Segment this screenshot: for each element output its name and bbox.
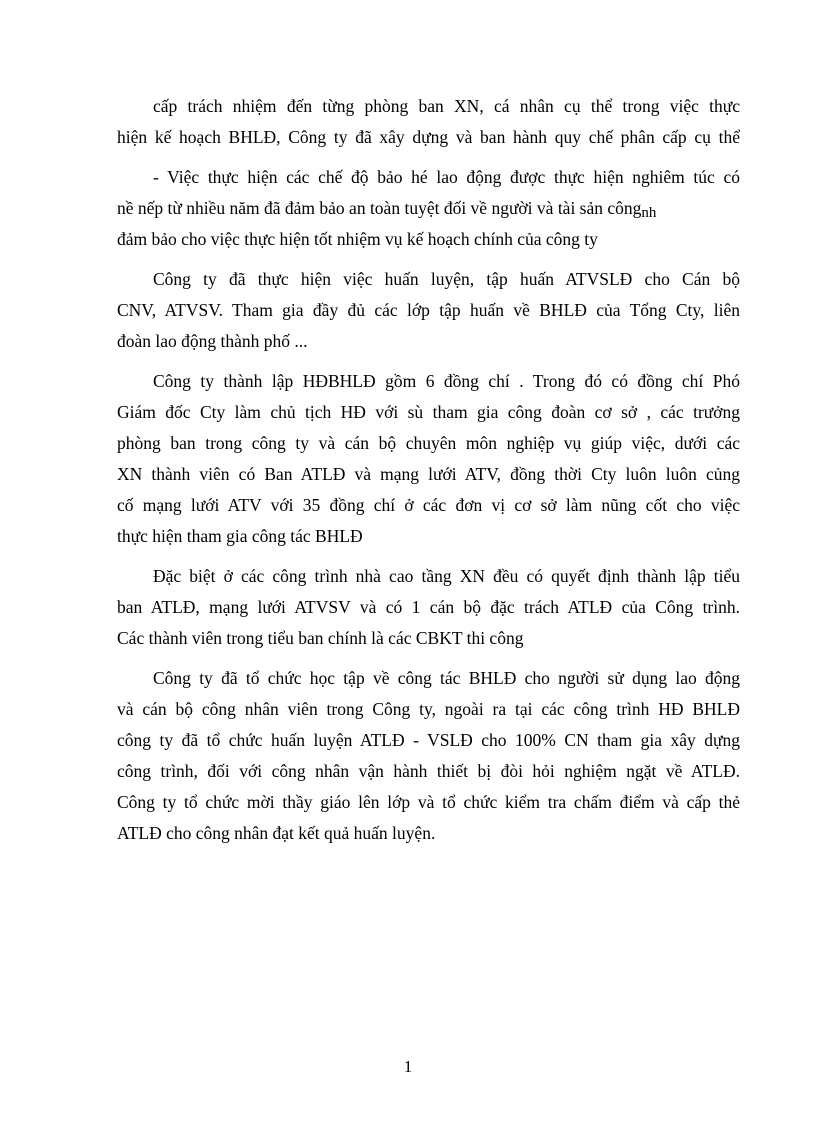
text-line: Đặc biệt ở các công trình nhà cao tầng XN đều có quyết định thành lập tiểu (153, 566, 740, 586)
text-line: đảm bảo cho việc thực hiện tốt nhiệm vụ kế hoạch chính của công ty (117, 229, 598, 249)
text-line: cấp trách nhiệm đến từng phòng ban XN, cá nhân cụ thể trong việc thực (153, 96, 740, 116)
text-line: nề nếp từ nhiều năm đã đảm bảo an toàn tuyệt đối về người và tài sản công (117, 198, 642, 218)
text-line: Công ty tổ chức mời thầy giáo lên lớp và tổ chức kiểm tra chấm điểm và cấp thẻ (117, 792, 740, 812)
paragraph-6 (117, 663, 740, 849)
text-line: CNV, ATVSV. Tham gia đầy đủ các lớp tập huấn về BHLĐ của Tổng Cty, liên (117, 300, 740, 320)
text-line: Công ty đã tổ chức học tập về công tác BHLĐ cho người sử dụng lao động (153, 668, 740, 688)
paragraph-2 (117, 162, 740, 255)
paragraph-4 (117, 366, 740, 552)
text-line-tail: nh (641, 205, 657, 221)
page-number: 1 (403, 1057, 413, 1076)
paragraph-5 (117, 561, 740, 654)
text-line: hiện kế hoạch BHLĐ, Công ty đã xây dựng và ban hành quy chế phân cấp cụ thể (117, 127, 740, 147)
text-line: đoàn lao động thành phố ... (117, 331, 308, 351)
text-line: phòng ban trong công ty và cán bộ chuyên môn nghiệp vụ giúp việc, dưới các (117, 433, 740, 453)
text-line: ATLĐ cho công nhân đạt kết quả huấn luyện. (117, 823, 436, 843)
text-line: - Việc thực hiện các chế độ bảo hé lao động được thực hiện nghiêm túc có (153, 167, 740, 187)
text-line: ban ATLĐ, mạng lưới ATVSV và có 1 cán bộ đặc trách ATLĐ của Công trình. (117, 597, 740, 617)
text-line: công ty đã tổ chức huấn luyện ATLĐ - VSLĐ cho 100% CN tham gia xây dựng (117, 730, 740, 750)
paragraph-3 (117, 264, 740, 357)
text-line: Giám đốc Cty làm chủ tịch HĐ với sù tham gia công đoàn cơ sở , các trưởng (117, 402, 740, 422)
text-line: Công ty thành lập HĐBHLĐ gồm 6 đồng chí . Trong đó có đồng chí Phó (153, 371, 740, 391)
text-line: công trình, đối với công nhân vận hành thiết bị đòi hỏi nghiệm ngặt về ATLĐ. (117, 761, 740, 781)
text-line: và cán bộ công nhân viên trong Công ty, ngoài ra tại các công trình HĐ BHLĐ (117, 699, 740, 719)
body-text (117, 91, 740, 849)
text-line: XN thành viên có Ban ATLĐ và mạng lưới ATV, đồng thời Cty luôn luôn củng (117, 464, 740, 484)
text-line: Công ty đã thực hiện việc huấn luyện, tập huấn ATVSLĐ cho Cán bộ (153, 269, 740, 289)
text-line: thực hiện tham gia công tác BHLĐ (117, 526, 363, 546)
text-line: Các thành viên trong tiểu ban chính là các CBKT thi công (117, 628, 524, 648)
paragraph-1 (117, 91, 740, 153)
text-line-with-tail (117, 193, 740, 224)
text-line: cố mạng lưới ATV với 35 đồng chí ở các đơn vị cơ sở làm nũng cốt cho việc (117, 495, 740, 515)
